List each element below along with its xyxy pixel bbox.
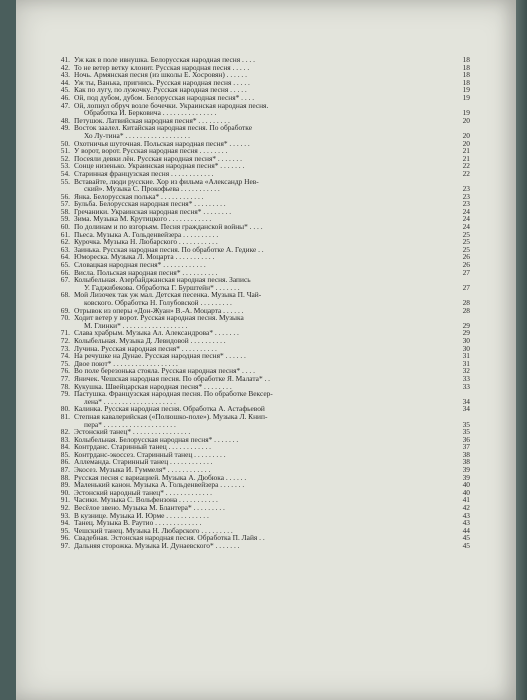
entry-page-number: 20 bbox=[462, 130, 470, 140]
entry-number: 57. bbox=[60, 199, 70, 209]
entry-number: 95. bbox=[60, 525, 70, 535]
entry-title: На речушке на Дунае. Русская народная песня* . . . . . . bbox=[74, 351, 246, 361]
entry-number: 63. bbox=[60, 244, 70, 254]
entry-title: Восток заалел. Китайская народная песня. По обработке bbox=[74, 123, 252, 133]
entry-page-number: 45 bbox=[462, 541, 470, 550]
entry-page-number: 34 bbox=[462, 404, 470, 414]
entry-number: 42. bbox=[60, 62, 70, 72]
entry-page-number: 24 bbox=[462, 206, 470, 216]
entry-title: Лучина. Русская народная песня* . . . . . . . . . . bbox=[74, 343, 217, 353]
book-page bbox=[16, 0, 516, 700]
entry-page-number: 23 bbox=[462, 191, 470, 201]
entry-number: 56. bbox=[60, 191, 70, 201]
entry-page-number: 20 bbox=[462, 138, 470, 148]
entry-page-number: 44 bbox=[462, 525, 470, 535]
entry-number: 45. bbox=[60, 85, 70, 95]
entry-number: 46. bbox=[60, 92, 70, 102]
entry-title: Пьеса. Музыка А. Гольденвейзера . . . . . . . . . . bbox=[74, 229, 219, 239]
entry-number: 60. bbox=[60, 222, 70, 232]
entry-title: У ворот, ворот. Русская народная песня . . . . . . . . bbox=[74, 146, 228, 156]
entry-title: ковского. Обработка Н. Голубовской . . . . . . . . . bbox=[84, 298, 232, 307]
entry-number: 44. bbox=[60, 77, 70, 87]
entry-page-number: 35 bbox=[462, 427, 470, 437]
entry-page-number: 38 bbox=[462, 449, 470, 459]
entry-title: Гречаники. Украинская народная песня* . . . . . . . . bbox=[74, 206, 232, 216]
book-cover-edge bbox=[516, 0, 527, 700]
entry-title: Колыбельная. Белорусская народная песня* . . . . . . . bbox=[74, 434, 239, 444]
entry-page-number: 19 bbox=[462, 85, 470, 95]
entry-number: 83. bbox=[60, 434, 70, 444]
entry-number: 72. bbox=[60, 335, 70, 345]
entry-title: Охотничья шуточная. Польская народная песня* . . . . . . bbox=[74, 138, 250, 148]
toc-line bbox=[60, 541, 470, 550]
entry-title: Колыбельная. Азербайджанская народная песня. Запись bbox=[74, 275, 251, 285]
entry-number: 79. bbox=[60, 389, 70, 399]
toc-entry bbox=[60, 411, 470, 429]
entry-number: 50. bbox=[60, 138, 70, 148]
entry-page-number: 21 bbox=[462, 153, 470, 163]
entry-title: Мой Лизочек так уж мал. Детская песенка. Музыка П. Чай- bbox=[74, 290, 262, 300]
table-of-contents bbox=[60, 55, 470, 550]
entry-title: Ночь. Армянская песня (из школы Е. Хосровян) . . . . . . bbox=[74, 70, 247, 80]
entry-number: 43. bbox=[60, 70, 70, 80]
entry-number: 84. bbox=[60, 442, 70, 452]
entry-number: 82. bbox=[60, 427, 70, 437]
entry-title: Как по лугу, по лужочку. Русская народная песня . . . . . bbox=[74, 85, 247, 95]
entry-number: 51. bbox=[60, 146, 70, 156]
entry-page-number: 18 bbox=[462, 77, 470, 87]
toc-entry bbox=[60, 541, 470, 550]
entry-title: пера* . . . . . . . . . . . . . . . . . . . . bbox=[84, 419, 176, 429]
entry-page-number: 31 bbox=[462, 351, 470, 361]
entry-number: 80. bbox=[60, 404, 70, 414]
entry-page-number: 26 bbox=[462, 252, 470, 262]
entry-title: Степная кавалерийская («Полюшко-поле»). Музыка Л. Книп- bbox=[74, 411, 268, 421]
entry-title: Заинька. Русская народная песня. По обработке А. Гедике . . bbox=[74, 244, 264, 254]
entry-number: 77. bbox=[60, 373, 70, 383]
entry-number: 66. bbox=[60, 267, 70, 277]
entry-page-number: 27 bbox=[462, 282, 470, 292]
entry-page-number: 38 bbox=[462, 457, 470, 467]
entry-title: Кукушка. Швейцарская народная песня* . . . . . . . . bbox=[74, 381, 232, 391]
entry-title: Контрданс-экоссез. Старинный танец . . . . . . . . . bbox=[74, 449, 226, 459]
entry-title: Посеяли девки лён. Русская народная песня* . . . . . . . bbox=[74, 153, 242, 163]
entry-page-number: 39 bbox=[462, 465, 470, 475]
entry-number: 70. bbox=[60, 313, 70, 323]
entry-page-number: 43 bbox=[462, 510, 470, 520]
entry-title: Отрывок из оперы «Дон-Жуан» В.-А. Моцарта . . . . . . bbox=[74, 305, 244, 315]
entry-page-number: 28 bbox=[462, 305, 470, 315]
entry-title: Калинка. Русская народная песня. Обработка А. Астафьевой bbox=[74, 404, 265, 414]
entry-number: 81. bbox=[60, 411, 70, 421]
entry-title: Весёлое звено. Музыка М. Блантера* . . . . . . . . . bbox=[74, 503, 225, 513]
entry-page-number: 34 bbox=[462, 396, 470, 406]
entry-title: По долинам и по взгорьям. Песня гражданской войны* . . . . bbox=[74, 222, 263, 232]
entry-number: 41. bbox=[60, 55, 70, 64]
entry-title: Вставайте, люди русские. Хор из фильма «Александр Нев- bbox=[74, 176, 259, 186]
entry-number: 55. bbox=[60, 176, 70, 186]
entry-title: Аллеманда. Старинный танец . . . . . . . . . . . . bbox=[74, 457, 213, 467]
entry-page-number: 29 bbox=[462, 320, 470, 330]
entry-page-number: 19 bbox=[462, 108, 470, 118]
entry-page-number: 41 bbox=[462, 495, 470, 505]
entry-page-number: 40 bbox=[462, 487, 470, 497]
entry-page-number: 18 bbox=[462, 55, 470, 64]
entry-page-number: 25 bbox=[462, 244, 470, 254]
entry-number: 89. bbox=[60, 480, 70, 490]
entry-number: 78. bbox=[60, 381, 70, 391]
entry-page-number: 23 bbox=[462, 199, 470, 209]
entry-title: Чешский танец. Музыка Н. Любарского . . . . . . . . . bbox=[74, 525, 233, 535]
entry-title: Хо Лу-тина* . . . . . . . . . . . . . . . . . . bbox=[84, 130, 191, 140]
entry-title: Висла. Польская народная песня* . . . . . . . . . . bbox=[74, 267, 218, 277]
entry-title: В кузнице. Музыка И. Юрме . . . . . . . . . . . . bbox=[74, 510, 209, 520]
entry-page-number: 32 bbox=[462, 366, 470, 376]
entry-title: Колыбельная. Музыка Д. Левидовой . . . . . . . . . . bbox=[74, 335, 226, 345]
entry-number: 96. bbox=[60, 533, 70, 543]
entry-title: ский». Музыка С. Прокофьева . . . . . . . . . . . bbox=[84, 184, 220, 194]
entry-page-number: 42 bbox=[462, 503, 470, 513]
entry-title: Контрданс. Старинный танец . . . . . . . . . . . . bbox=[74, 442, 211, 452]
toc-entry bbox=[60, 290, 470, 307]
entry-number: 88. bbox=[60, 472, 70, 482]
entry-number: 59. bbox=[60, 214, 70, 224]
entry-title: Янка. Белорусская полька* . . . . . . . . . . . . bbox=[74, 191, 204, 201]
entry-page-number: 21 bbox=[462, 146, 470, 156]
entry-title: Яничек. Чешская народная песня. По обработке Я. Малата* . . bbox=[74, 373, 271, 383]
entry-number: 48. bbox=[60, 115, 70, 125]
entry-title: Ходит ветер у ворот. Русская народная песня. Музыка bbox=[74, 313, 244, 323]
entry-number: 52. bbox=[60, 153, 70, 163]
entry-number: 69. bbox=[60, 305, 70, 315]
entry-page-number: 36 bbox=[462, 434, 470, 444]
entry-title: Пастушка. Французская народная песня. По обработке Вексер- bbox=[74, 389, 273, 399]
entry-number: 93. bbox=[60, 510, 70, 520]
entry-number: 67. bbox=[60, 275, 70, 285]
entry-number: 94. bbox=[60, 518, 70, 528]
entry-page-number: 25 bbox=[462, 237, 470, 247]
entry-number: 64. bbox=[60, 252, 70, 262]
entry-page-number: 31 bbox=[462, 358, 470, 368]
entry-title: Двое поют* . . . . . . . . . . . . . . . . . . bbox=[74, 358, 178, 368]
entry-number: 62. bbox=[60, 237, 70, 247]
entry-title: М. Глинки* . . . . . . . . . . . . . . . . . . bbox=[84, 320, 188, 330]
entry-page-number: 24 bbox=[462, 214, 470, 224]
entry-page-number: 30 bbox=[462, 343, 470, 353]
entry-number: 47. bbox=[60, 100, 70, 110]
entry-title: Во поле березонька стояла. Русская народная песня* . . . . bbox=[74, 366, 255, 376]
entry-page-number: 26 bbox=[462, 260, 470, 270]
entry-page-number: 25 bbox=[462, 229, 470, 239]
entry-number: 97. bbox=[60, 541, 70, 550]
entry-number: 61. bbox=[60, 229, 70, 239]
entry-number: 75. bbox=[60, 358, 70, 368]
entry-number: 87. bbox=[60, 465, 70, 475]
entry-page-number: 22 bbox=[462, 168, 470, 178]
entry-page-number: 43 bbox=[462, 518, 470, 528]
entry-title: Эстонский танец* . . . . . . . . . . . . . . . . bbox=[74, 427, 191, 437]
entry-number: 53. bbox=[60, 161, 70, 171]
entry-page-number: 22 bbox=[462, 161, 470, 171]
entry-page-number: 39 bbox=[462, 472, 470, 482]
toc-entry bbox=[60, 176, 470, 194]
entry-title: Русская песня с вариацией. Музыка А. Дюбюка . . . . . . bbox=[74, 472, 247, 482]
entry-number: 58. bbox=[60, 206, 70, 216]
entry-number: 65. bbox=[60, 260, 70, 270]
entry-page-number: 29 bbox=[462, 328, 470, 338]
entry-number: 90. bbox=[60, 487, 70, 497]
entry-title: Бульба. Белорусская народная песня* . . . . . . . . . bbox=[74, 199, 226, 209]
entry-page-number: 20 bbox=[462, 115, 470, 125]
entry-number: 71. bbox=[60, 328, 70, 338]
entry-title: Танец. Музыка В. Раутио . . . . . . . . . . . . . bbox=[74, 518, 202, 528]
entry-title: Обработка И. Берковича . . . . . . . . . . . . . . . bbox=[84, 108, 217, 118]
entry-number: 54. bbox=[60, 168, 70, 178]
entry-page-number: 35 bbox=[462, 419, 470, 429]
entry-number: 91. bbox=[60, 495, 70, 505]
entry-title: Ой, под дубом, дубом. Белорусская народная песня* . . . . bbox=[74, 92, 255, 102]
entry-number: 49. bbox=[60, 123, 70, 133]
entry-title: Свадебная. Эстонская народная песня. Обработка П. Лайя . . bbox=[74, 533, 265, 543]
entry-page-number: 23 bbox=[462, 184, 470, 194]
entry-page-number: 28 bbox=[462, 298, 470, 307]
entry-title: Экосез. Музыка И. Гуммеля* . . . . . . . . . . . . bbox=[74, 465, 211, 475]
entry-title: Юмореска. Музыка Л. Моцарта . . . . . . . . . . . bbox=[74, 252, 215, 262]
entry-page-number: 18 bbox=[462, 70, 470, 80]
entry-title: У. Гаджибекова. Обработка Г. Бурштейн* . . . . . . . bbox=[84, 282, 240, 292]
entry-page-number: 40 bbox=[462, 480, 470, 490]
entry-page-number: 18 bbox=[462, 62, 470, 72]
entry-number: 76. bbox=[60, 366, 70, 376]
entry-number: 74. bbox=[60, 351, 70, 361]
entry-title: Дальняя сторожка. Музыка И. Дунаевского* . . . . . . . bbox=[74, 541, 240, 550]
entry-number: 73. bbox=[60, 343, 70, 353]
entry-page-number: 24 bbox=[462, 222, 470, 232]
entry-title: Часики. Музыка С. Вольфензона . . . . . . . . . . . bbox=[74, 495, 218, 505]
entry-number: 85. bbox=[60, 449, 70, 459]
entry-title: То не ветер ветку клонит. Русская народная песня . . . . . bbox=[74, 62, 250, 72]
entry-number: 68. bbox=[60, 290, 70, 300]
entry-title: Уж как в поле ивнушка. Белорусская народная песня . . . . bbox=[74, 55, 255, 64]
entry-page-number: 27 bbox=[462, 267, 470, 277]
entry-title: Петушок. Латвийская народная песня* . . . . . . . . . bbox=[74, 115, 230, 125]
entry-title: Ой, лопнул обруч возле бочечки. Украинская народная песня. bbox=[74, 100, 269, 110]
entry-title: Эстонский народный танец* . . . . . . . . . . . . . bbox=[74, 487, 212, 497]
toc-entry bbox=[60, 123, 470, 140]
toc-entry bbox=[60, 313, 470, 330]
entry-page-number: 37 bbox=[462, 442, 470, 452]
entry-page-number: 33 bbox=[462, 381, 470, 391]
entry-title: лена* . . . . . . . . . . . . . . . . . . . . bbox=[84, 396, 176, 406]
entry-number: 86. bbox=[60, 457, 70, 467]
entry-title: Словацкая народная песня* . . . . . . . . . . . . bbox=[74, 260, 206, 270]
entry-title: Слава храбрым. Музыка Ал. Александрова* . . . . . . . bbox=[74, 328, 239, 338]
entry-title: Уж ты, Ванька, пригнись. Русская народная песня . . . . . bbox=[74, 77, 250, 87]
entry-title: Курочка. Музыка Н. Любарского . . . . . . . . . . . bbox=[74, 237, 218, 247]
entry-page-number: 19 bbox=[462, 92, 470, 102]
toc-entry bbox=[60, 100, 470, 118]
entry-title: Старинная французская песня . . . . . . . . . . . . bbox=[74, 168, 214, 178]
entry-title: Маленький канон. Музыка А. Гольденвейзера . . . . . . . bbox=[74, 480, 245, 490]
entry-page-number: 33 bbox=[462, 373, 470, 383]
entry-page-number: 45 bbox=[462, 533, 470, 543]
entry-title: Зима. Музыка М. Крутицкого . . . . . . . . . . . . bbox=[74, 214, 212, 224]
toc-entry bbox=[60, 389, 470, 406]
entry-number: 92. bbox=[60, 503, 70, 513]
entry-page-number: 30 bbox=[462, 335, 470, 345]
toc-entry bbox=[60, 275, 470, 292]
entry-title: Сонце низенько. Украинская народная песня* . . . . . . . bbox=[74, 161, 245, 171]
